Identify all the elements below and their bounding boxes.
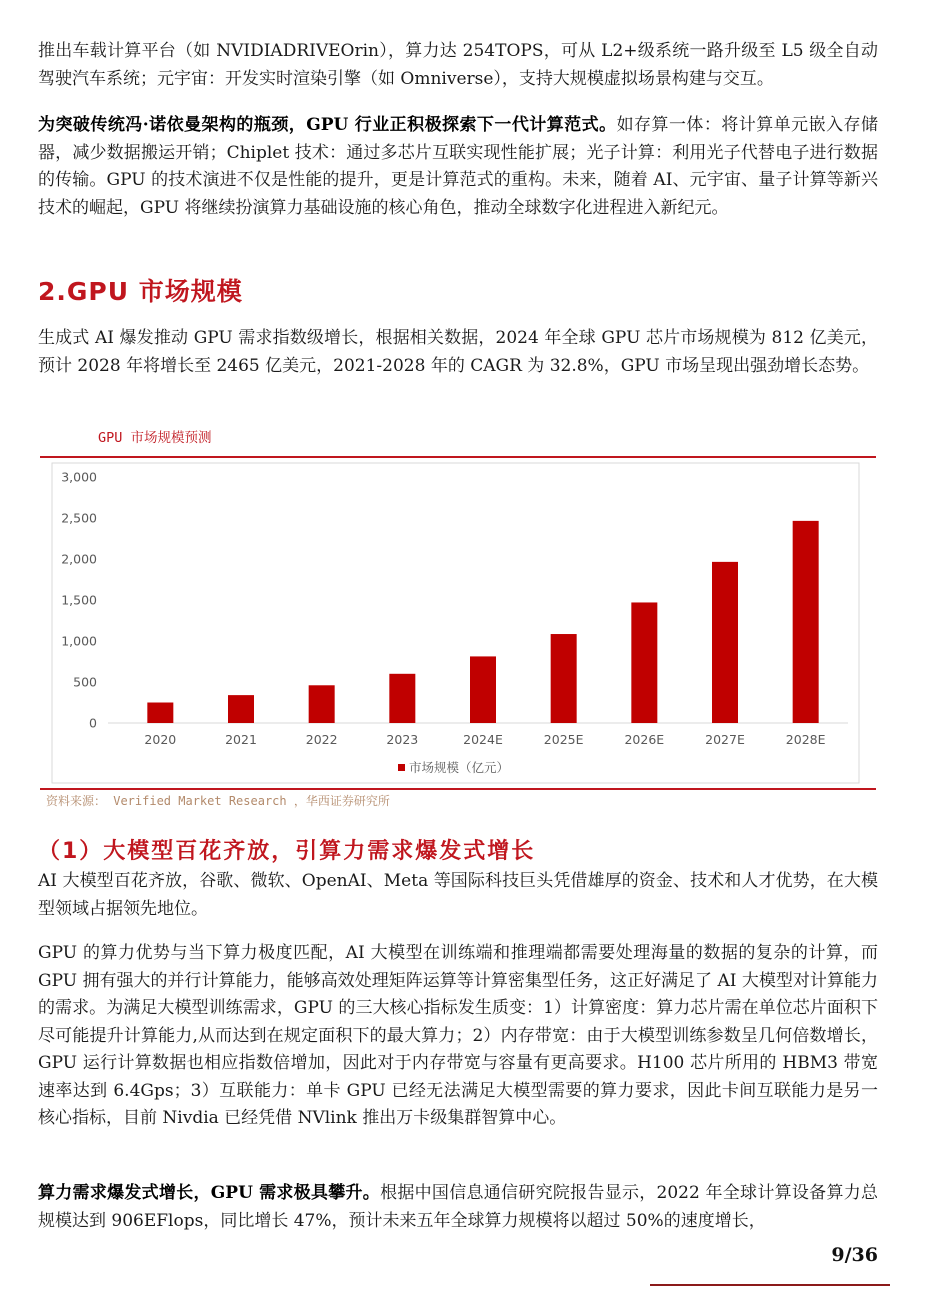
compute-demand-paragraph bbox=[38, 1180, 878, 1235]
x-tick-label: 2024E bbox=[463, 732, 503, 747]
bar-2026E bbox=[631, 602, 657, 723]
x-tick-label: 2028E bbox=[785, 732, 826, 747]
compute-demand-body: 根据中国信息通信研究院报告显示，2022 年全球计算设备算力总规模达到 906EFlops，同比增长 47%，预计未来五年全球算力规模将以超过 50%的速度增长， bbox=[38, 1183, 879, 1231]
subsection-heading-large-models: （1）大模型百花齐放，引算力需求爆发式增长 bbox=[38, 839, 536, 864]
y-tick-label: 3,000 bbox=[61, 469, 97, 485]
y-tick-label: 2,500 bbox=[61, 510, 97, 526]
paradigm-paragraph bbox=[38, 112, 878, 222]
bar-2021 bbox=[228, 695, 254, 723]
bar-2022 bbox=[309, 685, 335, 723]
y-tick-label: 1,500 bbox=[61, 592, 97, 608]
intro-paragraph: 推出车载计算平台（如 NVIDIADRIVEOrin），算力达 254TOPS，可从 L2+级系统一路升级至 L5 级全自动驾驶汽车系统；元宇宙：开发实时渲染引擎（如 Omniverse），支持大规模虚拟场景构建与交互。 bbox=[38, 41, 878, 89]
bar-2025E bbox=[551, 634, 577, 723]
x-tick-label: 2020 bbox=[144, 732, 177, 747]
x-axis bbox=[144, 732, 825, 747]
legend-label: 市场规模（亿元） bbox=[409, 760, 510, 775]
x-tick-label: 2027E bbox=[705, 732, 745, 747]
bar-2020 bbox=[147, 703, 173, 724]
y-tick-label: 0 bbox=[89, 715, 97, 731]
paradigm-body: 如存算一体：将计算单元嵌入存储器，减少数据搬运开销；Chiplet 技术：通过多芯片互联实现性能扩展；光子计算：利用光子代替电子进行数据的传输。GPU 的技术演进不仅是性能的提升，更是计算范式的重构。未来，随着 AI、元宇宙、量子计算等新兴技术的崛起，GPU 将继续扮演算力基础设施的核心角色，推动全球数字化进程进入新纪元。 bbox=[38, 115, 878, 218]
chart-container bbox=[40, 455, 876, 790]
bar-chart bbox=[40, 455, 876, 790]
page-number: 9/36 bbox=[831, 1244, 878, 1266]
bar-series bbox=[147, 521, 818, 723]
x-tick-label: 2025E bbox=[543, 732, 584, 747]
chart-source: 资料来源： Verified Market Research ，华西证券研究所 bbox=[46, 794, 390, 808]
chart-title: GPU 市场规模预测 bbox=[98, 430, 212, 446]
bar-2028E bbox=[793, 521, 819, 723]
gpu-advantage-paragraph: GPU 的算力优势与当下算力极度匹配，AI 大模型在训练端和推理端都需要处理海量的数据的复杂的计算，而 GPU 拥有强大的并行计算能力，能够高效处理矩阵运算等计算密集型任务，这正好满足了 AI 大模型对计算能力的需求。为满足大模型训练需求，GPU 的三大核心指标发生质变：1）计算密度：算力芯片需在单位芯片面积下尽可能提升计算能力,从而达到在规定面积下的最大算力；2）内存带宽：由于大模型训练参数呈几何倍数增长，GPU 运行计算数据也相应指数倍增加，因此对于内存带宽与容量有更高要求。H100 芯片所用的 HBM3 带宽速率达到 6.4Gps；3）互联能力：单卡 GPU 已经无法满足大模型需要的算力要求，因此卡间互联能力是另一核心指标，目前 Nivdia 已经凭借 NVlink 推出万卡级集群智算中心。 bbox=[38, 943, 878, 1128]
chart-legend bbox=[398, 760, 509, 775]
market-size-paragraph: 生成式 AI 爆发推动 GPU 需求指数级增长，根据相关数据，2024 年全球 GPU 芯片市场规模为 812 亿美元，预计 2028 年将增长至 2465 亿美元，2021-2028 年的 CAGR 为 32.8%，GPU 市场呈现出强劲增长态势。 bbox=[38, 328, 878, 376]
large-models-paragraph: AI 大模型百花齐放，谷歌、微软、OpenAI、Meta 等国际科技巨头凭借雄厚的资金、技术和人才优势，在大模型领域占据领先地位。 bbox=[38, 871, 878, 919]
paradigm-lead: 为突破传统冯·诺依曼架构的瓶颈，GPU 行业正积极探索下一代计算范式。 bbox=[38, 115, 617, 135]
bar-2024E bbox=[470, 656, 496, 723]
y-tick-label: 1,000 bbox=[61, 633, 97, 649]
bar-2027E bbox=[712, 562, 738, 723]
compute-demand-lead: 算力需求爆发式增长，GPU 需求极具攀升。 bbox=[38, 1183, 381, 1203]
x-tick-label: 2023 bbox=[386, 732, 419, 747]
x-tick-label: 2026E bbox=[624, 732, 665, 747]
bar-2023 bbox=[389, 674, 415, 723]
x-tick-label: 2021 bbox=[225, 732, 257, 747]
y-tick-label: 2,000 bbox=[61, 551, 97, 567]
legend-swatch bbox=[398, 764, 405, 771]
footer-rule bbox=[650, 1284, 890, 1286]
section-heading-market-size: 2.GPU 市场规模 bbox=[38, 277, 243, 306]
y-tick-label: 500 bbox=[73, 674, 97, 690]
x-tick-label: 2022 bbox=[305, 732, 338, 747]
